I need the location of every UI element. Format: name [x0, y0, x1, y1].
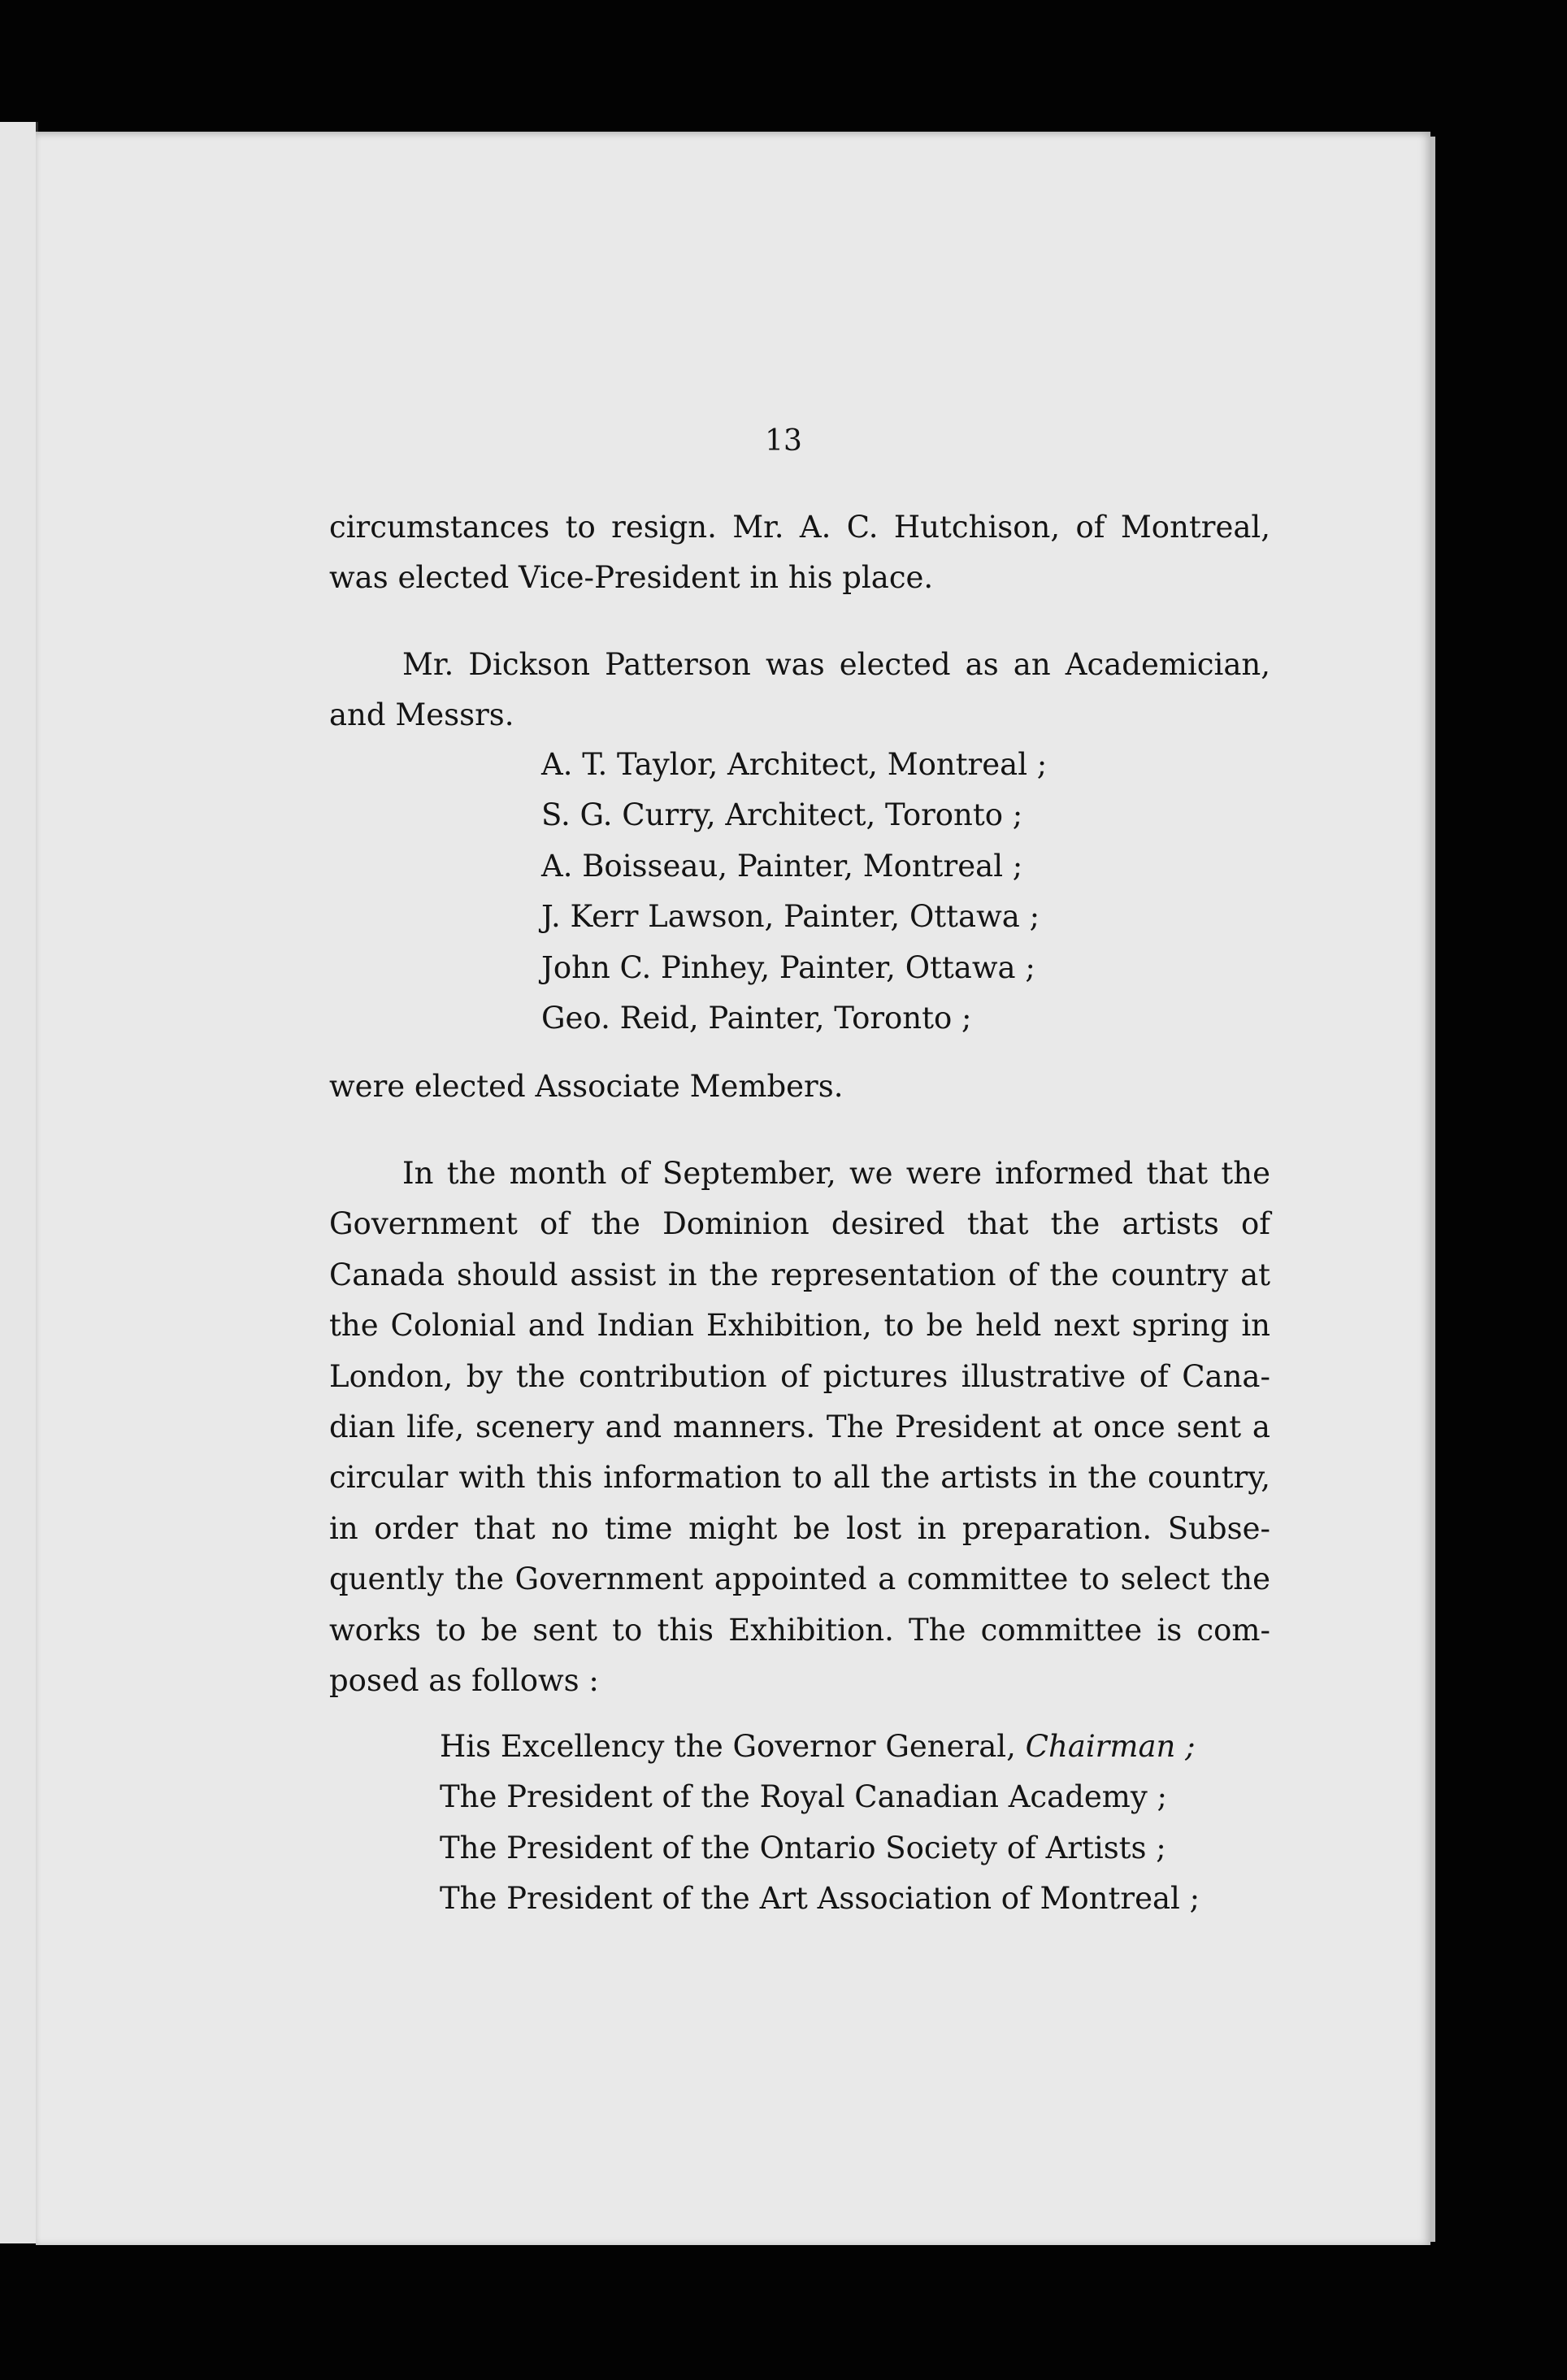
text-line: Canada should assist in the representation of the country at [329, 1257, 1270, 1292]
text-line: Government of the Dominion desired that the artists of [329, 1206, 1270, 1242]
committee-member: His Excellency the Governor General, [440, 1729, 1026, 1764]
committee-list [440, 1722, 1200, 1925]
list-item: The President of the Ontario Society of Artists ; [440, 1830, 1166, 1865]
chairman-label: Chairman ; [1025, 1729, 1196, 1764]
associates-closing [329, 1062, 1270, 1112]
list-item: A. T. Taylor, Architect, Montreal ; [541, 747, 1048, 782]
list-item: Geo. Reid, Painter, Toronto ; [541, 1000, 972, 1036]
text-line: works to be sent to this Exhibition. The committee is com- [329, 1612, 1270, 1648]
text-line: circumstances to resign. Mr. A. C. Hutchison, of Montreal, [329, 510, 1270, 545]
list-item: A. Boisseau, Painter, Montreal ; [541, 848, 1023, 884]
text-line: quently the Government appointed a committee to select the [329, 1561, 1270, 1597]
text-line: and Messrs. [329, 697, 514, 733]
list-item: S. G. Curry, Architect, Toronto ; [541, 797, 1023, 833]
text-line: the Colonial and Indian Exhibition, to be held next spring in [329, 1308, 1270, 1344]
list-item: The President of the Art Association of Montreal ; [440, 1881, 1200, 1917]
associates-list [541, 740, 1047, 1044]
text-line: circular with this information to all the artists in the country, [329, 1460, 1270, 1496]
text-line: posed as follows : [329, 1662, 599, 1698]
list-item: The President of the Royal Canadian Academy ; [440, 1779, 1168, 1815]
list-item: John C. Pinhey, Painter, Ottawa ; [541, 949, 1035, 985]
list-item [440, 1722, 1200, 1772]
text-line: were elected Associate Members. [329, 1069, 844, 1104]
text-line: In the month of September, we were informed that the [402, 1156, 1270, 1191]
text-line: was elected Vice-President in his place. [329, 560, 934, 596]
paragraph-1 [329, 502, 1270, 604]
text-line: Mr. Dickson Patterson was elected as an Academician, [402, 647, 1270, 682]
page-number: 13 [765, 424, 802, 458]
text-line: in order that no time might be lost in preparation. Subse- [329, 1510, 1270, 1546]
text-line: dian life, scenery and manners. The President at once sent a [329, 1409, 1270, 1444]
paragraph-2 [329, 640, 1270, 741]
paragraph-3 [329, 1149, 1270, 1706]
list-item: J. Kerr Lawson, Painter, Ottawa ; [541, 899, 1040, 935]
text-line: London, by the contribution of pictures illustrative of Cana- [329, 1358, 1270, 1394]
